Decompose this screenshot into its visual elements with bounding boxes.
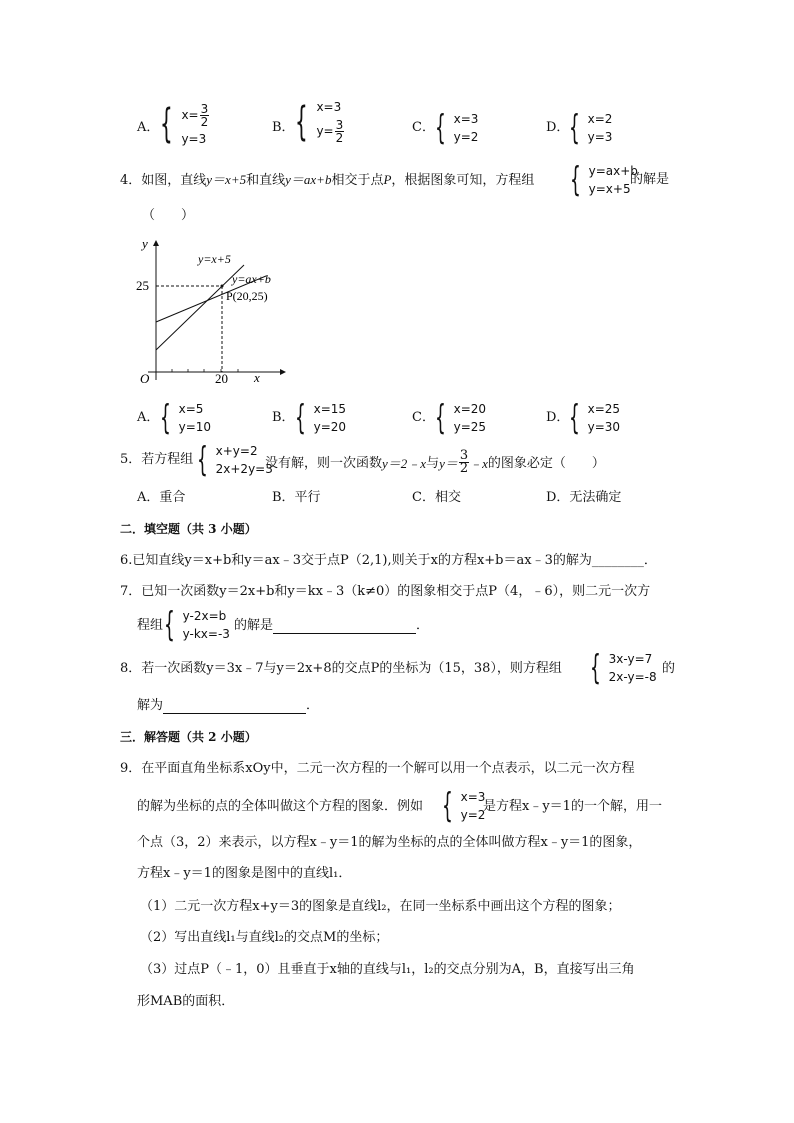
q4-mid1: 和直线	[246, 173, 286, 188]
y-axis-label: y	[142, 236, 148, 251]
brace-icon: {	[569, 398, 580, 438]
q7-answer-line	[234, 618, 429, 634]
q4-d-r2: y=30	[587, 420, 621, 434]
q5-sys-row2: 2x+2y=3	[215, 462, 273, 476]
q4-option-d-system	[569, 398, 620, 438]
brace-icon: {	[160, 101, 173, 147]
q4-system	[570, 160, 638, 200]
point-p-marker	[221, 285, 224, 288]
q7-system	[164, 605, 230, 645]
q5-eq1: y＝2﹣x	[382, 455, 427, 471]
brace-icon: {	[590, 648, 601, 688]
q4-option-d-label: D．	[546, 410, 570, 425]
x-axis-label: x	[254, 370, 260, 385]
q3-d-y: y=3	[587, 130, 613, 144]
x-axis-arrow-icon	[280, 369, 286, 375]
brace-icon: {	[295, 99, 308, 145]
brace-icon: {	[570, 160, 581, 200]
q4-a-r2: y=10	[178, 420, 212, 434]
q9-line3: 个点（3，2）来表示，以方程x﹣y＝1的解为坐标的点的全体叫做方程x﹣y＝1的图象，	[137, 835, 642, 850]
q5-stem	[265, 448, 605, 476]
q9-sub3: （3）过点P（﹣1，0）且垂直于x轴的直线与l₁，l₂的交点分别为A，B，直接写出三角	[140, 962, 635, 977]
q8-end: ．	[306, 698, 320, 713]
q5-sys-row1: x+y=2	[215, 444, 258, 458]
q4-mid2: 相交于点	[331, 173, 384, 188]
q5-option-a: A．重合	[137, 490, 186, 505]
q8-answer-blank[interactable]	[163, 701, 306, 714]
q3-option-a-system	[160, 100, 209, 148]
q4-option-a-system	[160, 398, 211, 438]
line2-label: y=ax+b	[232, 272, 271, 286]
brace-icon: {	[442, 786, 453, 826]
line1-label: y=x+5	[198, 252, 231, 266]
q3-b-den: 2	[335, 130, 344, 145]
q4-point: P	[383, 172, 392, 187]
q3-option-c-system	[435, 108, 478, 148]
x-tick-label: 20	[215, 371, 228, 386]
q4-text-before: 4．如图，直线	[120, 173, 207, 188]
q3-option-a-label: A．	[137, 120, 160, 135]
q3-a-x: x=	[181, 108, 199, 122]
q4-option-c-system	[435, 398, 486, 438]
q4-stem	[120, 172, 534, 189]
q5-option-b: B．平行	[272, 490, 321, 505]
q4-option-b-label: B．	[272, 410, 295, 425]
q9-sub2: （2）写出直线l₁与直线l₂的交点M的坐标；	[140, 930, 389, 945]
brace-icon: {	[164, 605, 175, 645]
q4-sys-row1: y=ax+b	[588, 164, 638, 178]
q4-b-r1: x=15	[313, 402, 347, 416]
q4-option-b-system	[295, 398, 346, 438]
section-3-heading: 三．解答题（共 2 小题）	[120, 730, 257, 744]
section-2-heading: 二．填空题（共 3 小题）	[120, 522, 257, 536]
q7-sys-row2: y-kx=-3	[182, 627, 230, 641]
q3-a-num: 3	[200, 101, 209, 116]
line-y-x-plus-5	[156, 265, 244, 350]
question-6: 6.已知直线y＝x+b和y＝ax﹣3交于点P（2,1),则关于x的方程x+b＝ax﹣3的解为________．	[120, 553, 657, 568]
q7-sys-row1: y-2x=b	[182, 609, 227, 623]
q4-b-r2: y=20	[313, 420, 347, 434]
brace-icon: {	[435, 108, 446, 148]
q4-sys-row2: y=x+5	[588, 182, 631, 196]
brace-icon: {	[197, 440, 208, 480]
q8-line2: 解为	[137, 698, 164, 713]
q4-option-c-label: C．	[412, 410, 435, 425]
q3-option-d-label: D．	[546, 120, 570, 135]
q9-sys-row2: y=2	[460, 808, 486, 822]
q7-suffix: 的解是	[234, 618, 274, 633]
q7-line1: 7．已知一次函数y＝2x+b和y＝kx﹣3（k≠0）的图象相交于点P（4，﹣6），则二元一次方	[120, 584, 651, 599]
q3-d-x: x=2	[587, 112, 613, 126]
y-axis-arrow-icon	[153, 240, 159, 246]
q5-eq2b: ﹣x	[469, 455, 488, 471]
brace-icon: {	[295, 398, 306, 438]
q8-answer-line	[137, 698, 319, 714]
q5-frac-den: 2	[459, 461, 469, 476]
q3-b-x: x=3	[316, 100, 342, 114]
q4-eq2: y＝ax+b	[285, 172, 332, 187]
q5-prefix: 5．若方程组	[120, 452, 194, 467]
q7-end: ．	[416, 618, 430, 633]
q3-option-d-system	[569, 108, 612, 148]
q8-suffix: 的	[662, 661, 676, 676]
q9-line4: 方程x﹣y＝1的图象是图中的直线l₁．	[137, 866, 352, 881]
origin-label: O	[140, 371, 150, 386]
q7-answer-blank[interactable]	[273, 621, 416, 634]
q5-option-d: D．无法确定	[546, 490, 622, 505]
q5-frac-num: 3	[459, 448, 469, 463]
q4-paren: （ ）	[142, 208, 195, 223]
q5-eq2a: y＝	[439, 455, 458, 471]
brace-icon: {	[160, 398, 171, 438]
q3-option-b-label: B．	[272, 120, 295, 135]
q3-option-b-system	[295, 98, 344, 146]
q8-system	[590, 648, 657, 688]
q9-sys-row1: x=3	[460, 790, 486, 804]
q9-line2a: 的解为坐标的点的全体叫做这个方程的图象．例如	[137, 799, 424, 814]
q4-text-after: 的解是	[630, 172, 670, 187]
q3-a-den: 2	[200, 114, 209, 129]
q9-sub3b: 形MAB的面积．	[137, 994, 235, 1009]
q4-eq1: y＝x+5	[206, 172, 247, 187]
q8-sys-row1: 3x-y=7	[608, 652, 653, 666]
q8-sys-row2: 2x-y=-8	[608, 670, 657, 684]
q4-a-r1: x=5	[178, 402, 204, 416]
q4-d-r1: x=25	[587, 402, 621, 416]
point-label: P(20,25)	[226, 289, 268, 303]
q5-text2: 与	[426, 455, 440, 471]
q4-option-a-label: A．	[137, 410, 160, 425]
q3-a-y: y=3	[181, 132, 207, 146]
q8-line1: 8．若一次函数y＝3x﹣7与y＝2x+8的交点P的坐标为（15，38），则方程组	[120, 661, 562, 676]
brace-icon: {	[569, 108, 580, 148]
q3-b-num: 3	[335, 117, 344, 132]
q9-line1: 9．在平面直角坐标系xOy中，二元一次方程的一个解可以用一个点表示，以二元一次方程	[120, 761, 635, 776]
q9-system	[442, 786, 485, 826]
q9-sub1: （1）二元一次方程x+y＝3的图象是直线l₂，在同一坐标系中画出这个方程的图象；	[140, 899, 621, 914]
q4-c-r2: y=25	[453, 420, 487, 434]
q3-c-y: y=2	[453, 130, 479, 144]
q4-graph	[128, 232, 308, 388]
brace-icon: {	[435, 398, 446, 438]
q9-line2b: 是方程x﹣y＝1的一个解，用一	[483, 799, 662, 814]
q5-system	[197, 440, 273, 480]
q4-c-r1: x=20	[453, 402, 487, 416]
q3-c-x: x=3	[453, 112, 479, 126]
q5-option-c: C．相交	[412, 490, 461, 505]
q4-mid3: ，根据图象可知，方程组	[391, 173, 535, 188]
q3-option-c-label: C．	[412, 120, 435, 135]
y-tick-label: 25	[136, 278, 149, 293]
q5-text3: 的图象必定（ ）	[487, 455, 605, 471]
q7-prefix: 程组	[137, 618, 164, 633]
q5-text1: 没有解，则一次函数	[265, 455, 383, 471]
q3-b-y: y=	[316, 124, 334, 138]
